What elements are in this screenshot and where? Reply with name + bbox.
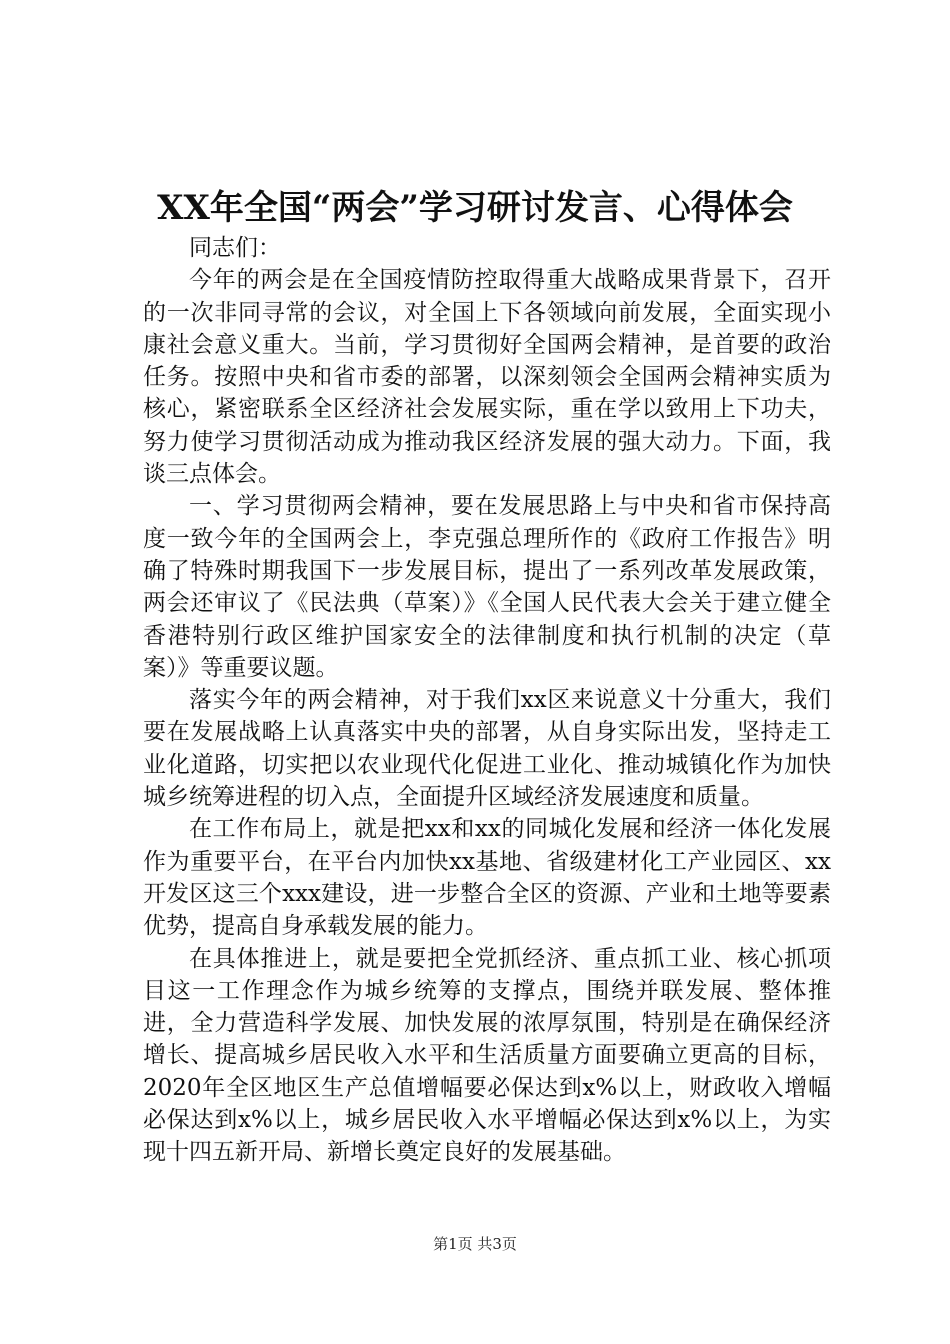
body-paragraph: 今年的两会是在全国疫情防控取得重大战略成果背景下，召开的一次非同寻常的会议，对全国上下各领域向前发展，全面实现小康社会意义重大。当前，学习贯彻好全国两会精神，是首要的政治任务。按照中央和省市委的部署，以深刻领会全国两会精神实质为核心，紧密联系全区经济社会发展实际，重在学以致用上下功夫，努力使学习贯彻活动成为推动我区经济发展的强大动力。下面，我谈三点体会。 — [143, 267, 831, 488]
body-paragraph: 落实今年的两会精神，对于我们xx区来说意义十分重大，我们要在发展战略上认真落实中央的部署，从自身实际出发，坚持走工业化道路，切实把以农业现代化促进工业化、推动城镇化作为加快城乡统筹进程的切入点，全面提升区域经济发展速度和质量。 — [143, 687, 831, 811]
document-title: XX年全国“两会”学习研讨发言、心得体会 — [157, 188, 793, 228]
body-paragraph: 一、学习贯彻两会精神，要在发展思路上与中央和省市保持高度一致今年的全国两会上，李克强总理所作的《政府工作报告》明确了特殊时期我国下一步发展目标，提出了一系列改革发展政策，两会还审议了《民法典（草案）》《全国人民代表大会关于建立健全香港特别行政区维护国家安全的法律制度和执行机制的决定（草案）》等重要议题。 — [143, 493, 831, 681]
body-paragraph: 在具体推进上，就是要把全党抓经济、重点抓工业、核心抓项目这一工作理念作为城乡统筹的支撑点，围绕并联发展、整体推进，全力营造科学发展、加快发展的浓厚氛围，特别是在确保经济增长、提高城乡居民收入水平和生活质量方面要确立更高的目标，2020年全区地区生产总值增幅要必保达到x%以上，财政收入增幅必保达到x%以上，城乡居民收入水平增幅必保达到x%以上，为实现十四五新开局、新增长奠定良好的发展基础。 — [143, 945, 831, 1166]
salutation: 同志们： — [189, 235, 281, 261]
body-paragraph: 在工作布局上，就是把xx和xx的同城化发展和经济一体化发展作为重要平台，在平台内加快xx基地、省级建材化工产业园区、xx开发区这三个xxx建设，进一步整合全区的资源、产业和土地等要素优势，提高自身承载发展的能力。 — [143, 816, 831, 940]
document-body — [143, 232, 831, 1169]
page-number-footer: 第1页 共3页 — [433, 1235, 517, 1253]
